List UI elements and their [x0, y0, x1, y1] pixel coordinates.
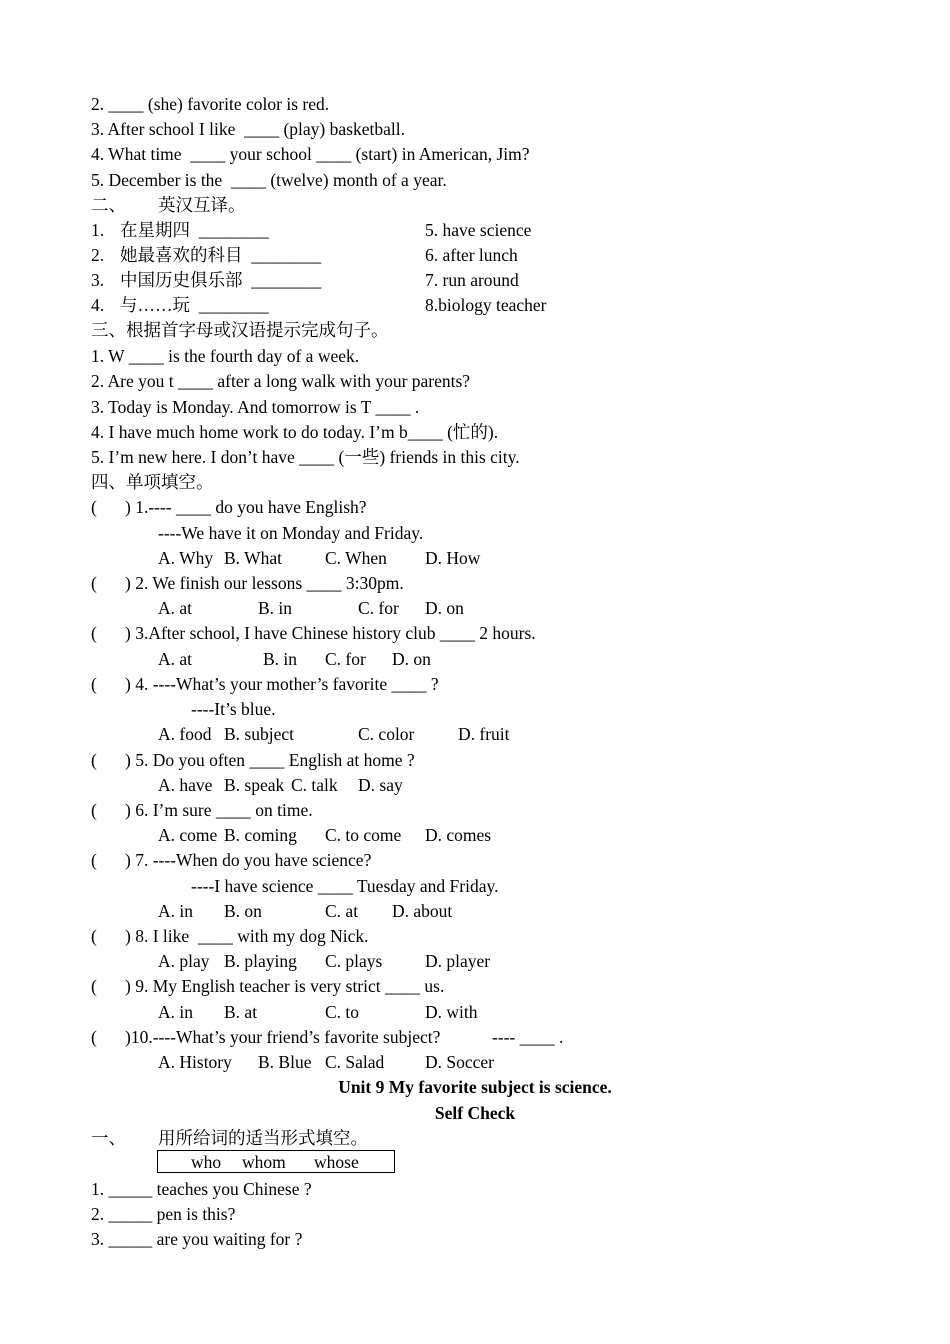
answer-paren: (: [91, 976, 97, 996]
option-d: D. comes: [425, 825, 492, 845]
answer-paren: (: [91, 573, 97, 593]
question-2-stem: ) 2. We finish our lessons ____ 3:30pm.: [125, 573, 404, 593]
translate-item: 7. run around: [425, 270, 519, 290]
option-d: D. How: [425, 548, 481, 568]
translate-item-num: 2.: [91, 245, 105, 265]
option-c: C. to come: [325, 825, 402, 845]
question-8-stem: ) 8. I like ____ with my dog Nick.: [125, 926, 369, 946]
selfcheck-item-2: 2. _____ pen is this?: [91, 1204, 236, 1224]
answer-paren: (: [91, 1027, 97, 1047]
option-b: B. What: [224, 548, 283, 568]
selfcheck-item-3: 3. _____ are you waiting for ?: [91, 1229, 303, 1249]
question-6-stem: ) 6. I’m sure ____ on time.: [125, 800, 313, 820]
option-a: A. in: [158, 901, 193, 921]
translate-item: 6. after lunch: [425, 245, 518, 265]
option-c: C. color: [358, 724, 415, 744]
answer-paren: (: [91, 926, 97, 946]
completion-item-4: 4. I have much home work to do today. I’m b____ (忙的).: [91, 422, 499, 442]
question-9-stem: ) 9. My English teacher is very strict ____ us.: [125, 976, 445, 996]
word-bank-box: [157, 1150, 395, 1173]
translate-item: 在星期四 ________: [120, 220, 269, 240]
option-b: B. Blue: [258, 1052, 312, 1072]
option-c: C. at: [325, 901, 359, 921]
section-3-title: 三、根据首字母或汉语提示完成句子。: [91, 320, 389, 340]
option-a: A. at: [158, 598, 193, 618]
section-2-number: 二、: [91, 195, 126, 215]
option-a: A. at: [158, 649, 193, 669]
option-c: C. plays: [325, 951, 383, 971]
question-10-answer-blank: ---- ____ .: [492, 1027, 564, 1047]
question-5-stem: ) 5. Do you often ____ English at home ?: [125, 750, 415, 770]
completion-item-2: 2. Are you t ____ after a long walk with your parents?: [91, 371, 471, 391]
option-a: A. come: [158, 825, 218, 845]
option-b: B. subject: [224, 724, 294, 744]
option-b: B. playing: [224, 951, 297, 971]
option-a: A. Why: [158, 548, 214, 568]
question-7-response: ----I have science ____ Tuesday and Friday.: [191, 876, 499, 896]
question-4-response: ----It’s blue.: [191, 699, 276, 719]
translate-item: 与……玩 ________: [120, 295, 269, 315]
translate-item-num: 4.: [91, 295, 105, 315]
exercise-item-5: 5. December is the ____ (twelve) month of a year.: [91, 170, 447, 190]
completion-item-1: 1. W ____ is the fourth day of a week.: [91, 346, 360, 366]
question-7-stem: ) 7. ----When do you have science?: [125, 850, 372, 870]
selfcheck-section-title: 用所给词的适当形式填空。: [158, 1128, 368, 1148]
section-4-title: 四、单项填空。: [91, 472, 214, 492]
word-bank-word: whom: [242, 1152, 286, 1172]
unit-title: Unit 9 My favorite subject is science.: [338, 1077, 612, 1097]
option-c: C. for: [325, 649, 366, 669]
selfcheck-section-number: 一、: [91, 1128, 126, 1148]
self-check-title: Self Check: [434, 1103, 516, 1123]
option-a: A. have: [158, 775, 213, 795]
question-10-stem: )10.----What’s your friend’s favorite subject?: [125, 1027, 441, 1047]
translate-item: 5. have science: [425, 220, 532, 240]
translate-item-num: 3.: [91, 270, 105, 290]
exercise-item-4: 4. What time ____ your school ____ (start) in American, Jim?: [91, 144, 530, 164]
option-c: C. to: [325, 1002, 360, 1022]
selfcheck-item-1: 1. _____ teaches you Chinese ?: [91, 1179, 312, 1199]
option-b: B. in: [258, 598, 293, 618]
option-b: B. on: [224, 901, 262, 921]
translate-item: 她最喜欢的科目 ________: [120, 245, 322, 265]
exercise-item-2: 2. ____ (she) favorite color is red.: [91, 94, 330, 114]
question-1-response: ----We have it on Monday and Friday.: [158, 523, 424, 543]
option-c: C. Salad: [325, 1052, 385, 1072]
option-d: D. Soccer: [425, 1052, 495, 1072]
option-a: A. food: [158, 724, 212, 744]
completion-item-5: 5. I’m new here. I don’t have ____ (一些) friends in this city.: [91, 447, 520, 467]
answer-paren: (: [91, 623, 97, 643]
option-a: A. History: [158, 1052, 232, 1072]
completion-item-3: 3. Today is Monday. And tomorrow is T ____ .: [91, 397, 420, 417]
option-c: C. talk: [291, 775, 338, 795]
option-a: A. play: [158, 951, 210, 971]
option-d: D. on: [392, 649, 431, 669]
option-b: B. at: [224, 1002, 258, 1022]
option-d: D. say: [358, 775, 403, 795]
translate-item-num: 1.: [91, 220, 105, 240]
option-b: B. coming: [224, 825, 297, 845]
exercise-item-3: 3. After school I like ____ (play) basketball.: [91, 119, 405, 139]
option-c: C. When: [325, 548, 387, 568]
question-4-stem: ) 4. ----What’s your mother’s favorite ____ ?: [125, 674, 439, 694]
option-d: D. with: [425, 1002, 478, 1022]
translate-item: 8.biology teacher: [425, 295, 547, 315]
translate-item: 中国历史俱乐部 ________: [120, 270, 322, 290]
word-bank-word: who: [191, 1152, 222, 1172]
option-c: C. for: [358, 598, 399, 618]
question-1-stem: ) 1.---- ____ do you have English?: [125, 497, 367, 517]
option-d: D. fruit: [458, 724, 510, 744]
option-a: A. in: [158, 1002, 193, 1022]
question-3-stem: ) 3.After school, I have Chinese history club ____ 2 hours.: [125, 623, 536, 643]
option-b: B. in: [263, 649, 298, 669]
option-d: D. about: [392, 901, 453, 921]
option-b: B. speak: [224, 775, 285, 795]
answer-paren: (: [91, 497, 97, 517]
option-d: D. player: [425, 951, 491, 971]
option-d: D. on: [425, 598, 464, 618]
answer-paren: (: [91, 800, 97, 820]
word-bank-word: whose: [314, 1152, 359, 1172]
answer-paren: (: [91, 850, 97, 870]
section-2-title: 英汉互译。: [158, 195, 246, 215]
answer-paren: (: [91, 674, 97, 694]
answer-paren: (: [91, 750, 97, 770]
